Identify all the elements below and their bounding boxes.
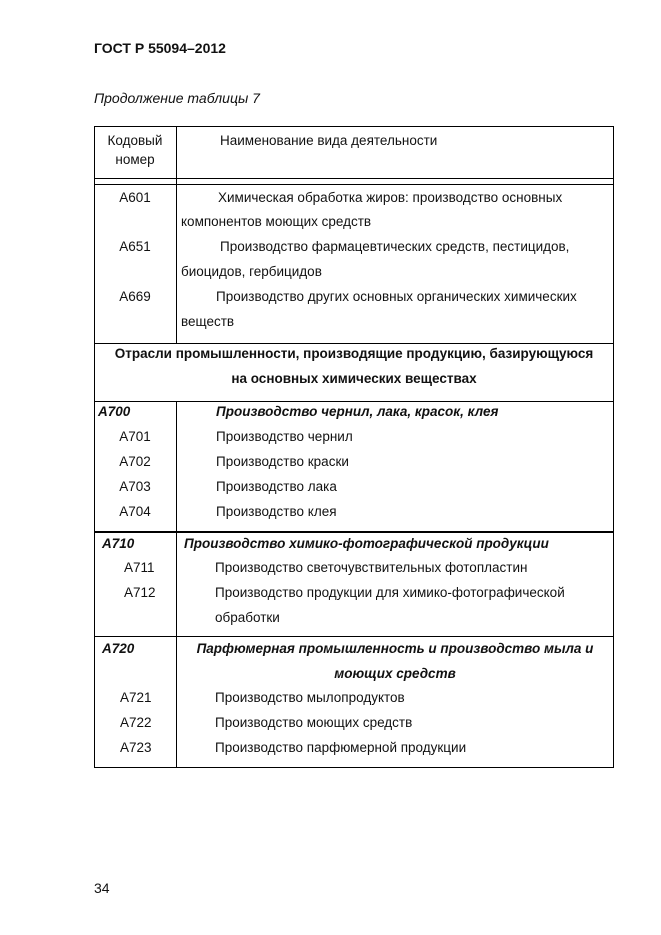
code-a720: A720 <box>102 641 135 656</box>
code-a710: A710 <box>102 536 135 551</box>
column-divider-top-rows <box>176 178 177 344</box>
section-title-line2: на основных химических веществах <box>231 371 477 386</box>
header-code-line1: Кодовый <box>107 133 163 148</box>
code-a701: A701 <box>119 429 151 444</box>
document-id: ГОСТ Р 55094–2012 <box>94 40 226 56</box>
group-a700-bottom-line <box>94 531 614 533</box>
name-a601-line2: компонентов моющих средств <box>181 214 372 229</box>
code-a703: A703 <box>119 479 151 494</box>
column-divider-bottom-rows <box>176 402 177 768</box>
page-number: 34 <box>94 880 110 896</box>
header-double-line <box>94 184 614 185</box>
name-a651-line1: Производство фармацевтических средств, пестицидов, <box>220 239 570 254</box>
name-a710: Производство химико-фотографической продукции <box>184 536 549 551</box>
code-a704: A704 <box>119 504 151 519</box>
header-bottom-line <box>94 178 614 179</box>
code-a700: A700 <box>98 404 131 419</box>
header-code-line2: номер <box>115 152 155 167</box>
name-a669-line1: Производство других основных органических химических <box>216 289 577 304</box>
name-a700: Производство чернил, лака, красок, клея <box>216 404 499 419</box>
section-top-line <box>94 343 614 344</box>
section-title-line1: Отрасли промышленности, производящие продукцию, базирующуюся <box>114 346 594 361</box>
name-a721: Производство мылопродуктов <box>215 690 405 705</box>
code-a669: A669 <box>119 289 151 304</box>
name-a669-line2: веществ <box>181 314 235 329</box>
name-a651-line2: биоцидов, гербицидов <box>181 264 322 279</box>
code-a721: A721 <box>120 690 152 705</box>
activity-table <box>94 126 614 768</box>
name-a720-line2: моющих средств <box>334 666 456 681</box>
name-a601-line1: Химическая обработка жиров: производство основных <box>218 190 563 205</box>
section-bottom-line <box>94 401 614 402</box>
name-a712-line1: Производство продукции для химико-фотографической <box>215 585 565 600</box>
table-caption: Продолжение таблицы 7 <box>94 90 260 106</box>
name-a704: Производство клея <box>216 504 337 519</box>
code-a651: A651 <box>119 239 151 254</box>
name-a701: Производство чернил <box>216 429 353 444</box>
code-a723: A723 <box>120 740 152 755</box>
code-a702: A702 <box>119 454 151 469</box>
header-name: Наименование вида деятельности <box>220 133 438 148</box>
code-a711: A711 <box>124 560 155 575</box>
name-a703: Производство лака <box>216 479 337 494</box>
name-a711: Производство светочувствительных фотопластин <box>215 560 528 575</box>
name-a702: Производство краски <box>216 454 349 469</box>
name-a722: Производство моющих средств <box>215 715 413 730</box>
code-a601: A601 <box>119 190 151 205</box>
name-a712-line2: обработки <box>215 610 280 625</box>
code-a712: A712 <box>124 585 156 600</box>
name-a720-line1: Парфюмерная промышленность и производство мыла и <box>196 641 594 656</box>
code-a722: A722 <box>120 715 152 730</box>
group-a710-bottom-line <box>94 636 614 637</box>
name-a723: Производство парфюмерной продукции <box>215 740 467 755</box>
